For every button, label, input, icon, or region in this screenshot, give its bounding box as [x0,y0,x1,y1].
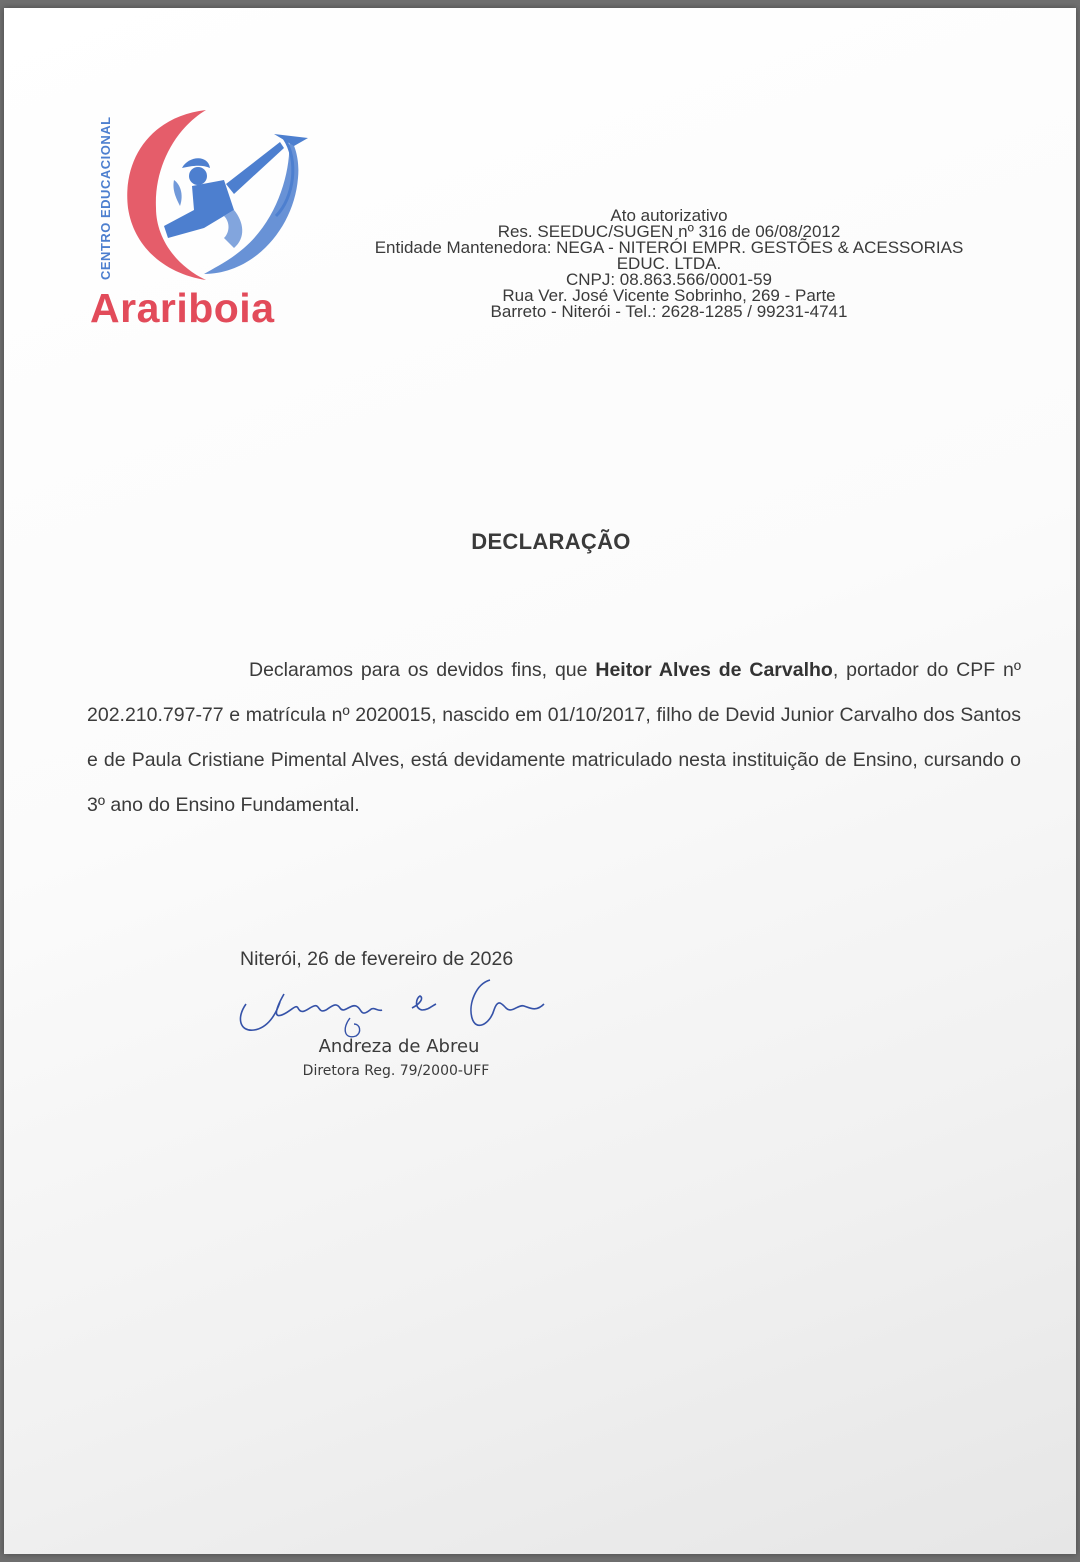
signer-name: Andreza de Abreu [318,1036,480,1057]
logo-brand-text: Arariboia [90,285,275,331]
signer-role: Diretora Reg. 79/2000-UFF [302,1063,490,1079]
declaration-body [87,648,1021,828]
signer-block [234,1036,574,1079]
date-line: Niterói, 26 de fevereiro de 2026 [240,948,514,970]
institution-header [324,208,1014,320]
header-line: CNPJ: 08.863.566/0001-59 [565,270,773,289]
logo-vertical-text: CENTRO EDUCACIONAL [98,116,113,280]
header-line: EDUC. LTDA. [616,254,722,273]
header-line: Ato autorizativo [610,206,728,225]
document-title: DECLARAÇÃO [471,529,631,554]
body-text-details: , portador do CPF nº 202.210.797-77 e matrícula nº 2020015, nascido em 01/10/2017, filho de Devid Junior Carvalho dos Santos e de Paula Cristiane Pimental Alves, está devidamente matriculado nesta instituição de Ensino, cursando o 3º ano do Ensino Fundamental. [87,659,1021,816]
handwritten-signature [232,974,562,1044]
header-line: Barreto - Niterói - Tel.: 2628-1285 / 99231-4741 [490,302,848,321]
header-line: Rua Ver. José Vicente Sobrinho, 269 - Parte [502,286,836,305]
document-page [4,8,1076,1554]
header-line: Entidade Mantenedora: NEGA - NITERÓI EMPR. GESTÕES & ACESSORIAS [374,238,964,257]
header-line: Res. SEEDUC/SUGEN nº 316 de 06/08/2012 [497,222,841,241]
school-logo [84,98,324,343]
student-name: Heitor Alves de Carvalho [595,659,833,681]
body-text-intro: Declaramos para os devidos fins, que [249,659,596,681]
